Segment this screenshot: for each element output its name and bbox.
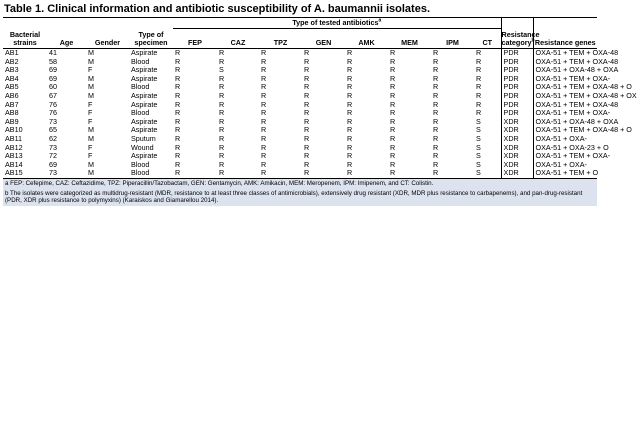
cell-antibiotic-result: R [217, 144, 259, 153]
cell-antibiotic-result: R [345, 161, 388, 170]
cell-antibiotic-result: R [345, 118, 388, 127]
header-antibiotics-group [173, 18, 501, 29]
cell-antibiotic-result: R [388, 66, 431, 75]
cell-gender: M [86, 75, 129, 84]
cell-specimen: Aspirate [129, 118, 173, 127]
cell-antibiotic-result: R [217, 135, 259, 144]
cell-specimen: Aspirate [129, 152, 173, 161]
cell-antibiotic-result: S [474, 144, 501, 153]
cell-antibiotic-result: R [302, 92, 345, 101]
cell-gender: M [86, 92, 129, 101]
cell-antibiotic-result: R [388, 126, 431, 135]
header-resistance-genes: Resistance genes [533, 18, 597, 49]
cell-antibiotic-result: R [345, 109, 388, 118]
cell-age: 69 [47, 66, 86, 75]
cell-antibiotic-result: R [173, 126, 217, 135]
cell-antibiotic-result: S [474, 152, 501, 161]
cell-resistance-genes: OXA-51 + OXA- [533, 135, 597, 144]
cell-antibiotic-result: R [388, 92, 431, 101]
cell-antibiotic-result: R [217, 152, 259, 161]
cell-antibiotic-result: R [302, 66, 345, 75]
cell-specimen: Aspirate [129, 75, 173, 84]
cell-antibiotic-result: R [388, 101, 431, 110]
cell-antibiotic-result: R [345, 83, 388, 92]
cell-resistance-genes: OXA-51 + TEM + OXA- [533, 152, 597, 161]
cell-antibiotic-result: R [474, 58, 501, 67]
cell-strain: AB6 [3, 92, 47, 101]
cell-strain: AB3 [3, 66, 47, 75]
cell-antibiotic-result: R [388, 169, 431, 178]
cell-strain: AB5 [3, 83, 47, 92]
cell-age: 62 [47, 135, 86, 144]
cell-antibiotic-result: S [474, 161, 501, 170]
header-antibiotic: MEM [388, 29, 431, 49]
header-antibiotic: IPM [431, 29, 474, 49]
cell-antibiotic-result: R [474, 49, 501, 58]
resistance-category-text: Resistance category [501, 29, 540, 48]
cell-antibiotic-result: R [259, 169, 302, 178]
cell-specimen: Sputum [129, 135, 173, 144]
cell-resistance-category: XDR [501, 169, 533, 178]
cell-antibiotic-result: R [302, 144, 345, 153]
cell-antibiotic-result: R [173, 144, 217, 153]
cell-antibiotic-result: R [173, 58, 217, 67]
cell-antibiotic-result: R [259, 101, 302, 110]
cell-antibiotic-result: R [173, 92, 217, 101]
cell-resistance-category: XDR [501, 135, 533, 144]
cell-antibiotic-result: R [173, 101, 217, 110]
cell-resistance-category: XDR [501, 126, 533, 135]
cell-antibiotic-result: R [388, 135, 431, 144]
footnote-b: b The isolates were categorized as multidrug-resistant (MDR, resistance to at least three classes of antimicrobials), extensively drug resistant (XDR, MDR plus resistance to carbapenems), and pan-drug-resistant (PDR, XDR plus resistance to polymyxins) (Karaiskos and Giamarellou 2014). [3, 189, 597, 206]
cell-strain: AB4 [3, 75, 47, 84]
cell-antibiotic-result: R [302, 49, 345, 58]
cell-strain: AB14 [3, 161, 47, 170]
header-antibiotic: AMK [345, 29, 388, 49]
group-header-sup: a [378, 18, 382, 25]
cell-antibiotic-result: R [431, 109, 474, 118]
cell-antibiotic-result: R [431, 66, 474, 75]
cell-resistance-genes: OXA-51 + TEM + OXA-48 + O [533, 126, 597, 135]
cell-antibiotic-result: R [173, 169, 217, 178]
cell-resistance-category: PDR [501, 92, 533, 101]
cell-specimen: Aspirate [129, 92, 173, 101]
cell-antibiotic-result: R [259, 92, 302, 101]
cell-antibiotic-result: R [173, 135, 217, 144]
cell-strain: AB7 [3, 101, 47, 110]
cell-antibiotic-result: R [474, 92, 501, 101]
cell-resistance-genes: OXA-51 + TEM + OXA-48 + OX [533, 92, 597, 101]
cell-gender: F [86, 66, 129, 75]
cell-resistance-genes: OXA-51 + TEM + OXA-48 [533, 58, 597, 67]
cell-antibiotic-result: R [217, 161, 259, 170]
cell-specimen: Blood [129, 83, 173, 92]
cell-antibiotic-result: R [431, 49, 474, 58]
cell-antibiotic-result: R [431, 169, 474, 178]
cell-resistance-genes: OXA-51 + OXA-48 + OXA [533, 66, 597, 75]
cell-resistance-genes: OXA-51 + TEM + OXA-48 + O [533, 83, 597, 92]
cell-age: 73 [47, 118, 86, 127]
cell-antibiotic-result: R [345, 126, 388, 135]
cell-strain: AB11 [3, 135, 47, 144]
cell-strain: AB1 [3, 49, 47, 58]
cell-antibiotic-result: R [302, 75, 345, 84]
cell-resistance-category: XDR [501, 152, 533, 161]
cell-antibiotic-result: R [388, 75, 431, 84]
cell-resistance-genes: OXA-51 + TEM + O [533, 169, 597, 178]
cell-antibiotic-result: R [302, 161, 345, 170]
cell-antibiotic-result: R [259, 83, 302, 92]
cell-antibiotic-result: R [173, 49, 217, 58]
cell-antibiotic-result: R [388, 161, 431, 170]
header-gender: Gender [86, 18, 129, 49]
cell-strain: AB8 [3, 109, 47, 118]
cell-resistance-genes: OXA-51 + OXA-48 + OXA [533, 118, 597, 127]
cell-gender: F [86, 144, 129, 153]
cell-resistance-category: PDR [501, 101, 533, 110]
cell-resistance-genes: OXA-51 + TEM + OXA-48 [533, 101, 597, 110]
cell-antibiotic-result: R [302, 58, 345, 67]
cell-gender: M [86, 49, 129, 58]
cell-age: 69 [47, 161, 86, 170]
cell-antibiotic-result: R [302, 169, 345, 178]
group-header-text: Type of tested antibiotics [292, 18, 379, 28]
cell-antibiotic-result: R [259, 135, 302, 144]
cell-antibiotic-result: R [431, 118, 474, 127]
cell-antibiotic-result: R [431, 161, 474, 170]
cell-antibiotic-result: R [345, 58, 388, 67]
cell-specimen: Aspirate [129, 126, 173, 135]
header-antibiotic: TPZ [259, 29, 302, 49]
cell-resistance-genes: OXA-51 + TEM + OXA- [533, 109, 597, 118]
cell-gender: F [86, 118, 129, 127]
cell-antibiotic-result: R [173, 152, 217, 161]
header-resistance-category [501, 18, 540, 49]
cell-antibiotic-result: R [259, 49, 302, 58]
antibiotic-susceptibility-table [3, 17, 637, 206]
cell-gender: M [86, 126, 129, 135]
cell-antibiotic-result: R [474, 101, 501, 110]
cell-resistance-genes: OXA-51 + TEM + OXA-48 [533, 49, 597, 58]
header-strain: Bacterial strains [3, 18, 47, 49]
cell-strain: AB15 [3, 169, 47, 178]
table-row [3, 169, 597, 178]
cell-antibiotic-result: R [431, 83, 474, 92]
cell-antibiotic-result: R [217, 75, 259, 84]
cell-antibiotic-result: S [474, 126, 501, 135]
cell-gender: M [86, 135, 129, 144]
cell-specimen: Aspirate [129, 49, 173, 58]
cell-antibiotic-result: R [217, 58, 259, 67]
cell-antibiotic-result: R [259, 144, 302, 153]
cell-antibiotic-result: S [474, 118, 501, 127]
cell-antibiotic-result: R [173, 83, 217, 92]
cell-antibiotic-result: R [388, 144, 431, 153]
cell-antibiotic-result: R [259, 66, 302, 75]
cell-age: 58 [47, 58, 86, 67]
cell-antibiotic-result: R [431, 144, 474, 153]
header-age: Age [47, 18, 86, 49]
cell-specimen: Aspirate [129, 66, 173, 75]
cell-specimen: Blood [129, 161, 173, 170]
cell-age: 76 [47, 101, 86, 110]
cell-specimen: Blood [129, 169, 173, 178]
cell-specimen: Aspirate [129, 101, 173, 110]
cell-antibiotic-result: R [474, 83, 501, 92]
cell-antibiotic-result: R [388, 83, 431, 92]
cell-antibiotic-result: R [345, 66, 388, 75]
cell-resistance-category: PDR [501, 109, 533, 118]
cell-antibiotic-result: R [431, 152, 474, 161]
cell-antibiotic-result: R [217, 109, 259, 118]
header-specimen: Type of specimen [129, 18, 173, 49]
cell-antibiotic-result: R [345, 75, 388, 84]
cell-antibiotic-result: R [217, 49, 259, 58]
cell-antibiotic-result: R [173, 109, 217, 118]
cell-antibiotic-result: R [345, 169, 388, 178]
cell-resistance-category: PDR [501, 66, 533, 75]
cell-antibiotic-result: S [474, 169, 501, 178]
footnote-a: a FEP: Cefepime, CAZ: Ceftazidime, TPZ: Piperacillin/Tazobactam, GEN: Gentamycin, AMK: Amikacin, MEM: Meropenem, IPM: Imipenem, and CT: Colistin. [3, 178, 597, 188]
cell-antibiotic-result: R [173, 161, 217, 170]
cell-antibiotic-result: R [302, 152, 345, 161]
cell-resistance-category: XDR [501, 161, 533, 170]
cell-gender: F [86, 152, 129, 161]
cell-antibiotic-result: R [173, 118, 217, 127]
cell-antibiotic-result: R [259, 75, 302, 84]
cell-antibiotic-result: R [173, 66, 217, 75]
cell-antibiotic-result: R [431, 135, 474, 144]
cell-age: 67 [47, 92, 86, 101]
header-antibiotic: CT [474, 29, 501, 49]
cell-antibiotic-result: R [302, 135, 345, 144]
cell-antibiotic-result: S [217, 66, 259, 75]
cell-resistance-category: PDR [501, 49, 533, 58]
cell-age: 41 [47, 49, 86, 58]
cell-antibiotic-result: R [431, 126, 474, 135]
cell-gender: M [86, 169, 129, 178]
cell-antibiotic-result: R [217, 83, 259, 92]
cell-age: 73 [47, 144, 86, 153]
cell-strain: AB2 [3, 58, 47, 67]
cell-antibiotic-result: R [302, 101, 345, 110]
cell-antibiotic-result: R [259, 152, 302, 161]
cell-resistance-category: XDR [501, 118, 533, 127]
cell-strain: AB10 [3, 126, 47, 135]
cell-antibiotic-result: R [259, 161, 302, 170]
cell-antibiotic-result: R [431, 58, 474, 67]
cell-antibiotic-result: R [302, 109, 345, 118]
header-antibiotic: FEP [173, 29, 217, 49]
cell-antibiotic-result: R [431, 92, 474, 101]
cell-antibiotic-result: R [345, 92, 388, 101]
cell-specimen: Blood [129, 109, 173, 118]
cell-antibiotic-result: R [259, 126, 302, 135]
cell-antibiotic-result: R [259, 109, 302, 118]
cell-gender: M [86, 83, 129, 92]
cell-specimen: Wound [129, 144, 173, 153]
cell-age: 73 [47, 169, 86, 178]
cell-antibiotic-result: R [217, 92, 259, 101]
cell-antibiotic-result: R [431, 75, 474, 84]
cell-resistance-genes: OXA-51 + OXA- [533, 161, 597, 170]
cell-antibiotic-result: R [388, 49, 431, 58]
cell-antibiotic-result: R [474, 109, 501, 118]
cell-antibiotic-result: R [388, 152, 431, 161]
cell-gender: F [86, 109, 129, 118]
cell-resistance-category: PDR [501, 83, 533, 92]
header-antibiotic: CAZ [217, 29, 259, 49]
cell-strain: AB13 [3, 152, 47, 161]
cell-antibiotic-result: R [217, 126, 259, 135]
cell-antibiotic-result: R [345, 135, 388, 144]
cell-antibiotic-result: R [388, 118, 431, 127]
cell-antibiotic-result: R [474, 75, 501, 84]
cell-antibiotic-result: R [217, 118, 259, 127]
cell-antibiotic-result: R [173, 75, 217, 84]
cell-age: 60 [47, 83, 86, 92]
cell-antibiotic-result: R [259, 58, 302, 67]
cell-antibiotic-result: R [302, 118, 345, 127]
cell-antibiotic-result: R [388, 58, 431, 67]
cell-antibiotic-result: S [474, 135, 501, 144]
resistance-category-sup: b [531, 38, 535, 45]
cell-antibiotic-result: R [217, 101, 259, 110]
cell-antibiotic-result: R [302, 83, 345, 92]
cell-resistance-category: PDR [501, 58, 533, 67]
cell-gender: F [86, 101, 129, 110]
cell-antibiotic-result: R [345, 144, 388, 153]
cell-age: 72 [47, 152, 86, 161]
cell-gender: M [86, 58, 129, 67]
cell-strain: AB12 [3, 144, 47, 153]
cell-antibiotic-result: R [474, 66, 501, 75]
cell-resistance-category: XDR [501, 144, 533, 153]
cell-antibiotic-result: R [302, 126, 345, 135]
header-antibiotic: GEN [302, 29, 345, 49]
table-title: Table 1. Clinical information and antibiotic susceptibility of A. baumannii isolates. [4, 3, 431, 15]
cell-antibiotic-result: R [259, 118, 302, 127]
cell-antibiotic-result: R [388, 109, 431, 118]
cell-strain: AB9 [3, 118, 47, 127]
cell-age: 65 [47, 126, 86, 135]
cell-age: 76 [47, 109, 86, 118]
cell-antibiotic-result: R [217, 169, 259, 178]
cell-resistance-genes: OXA-51 + OXA-23 + O [533, 144, 597, 153]
cell-specimen: Blood [129, 58, 173, 67]
cell-resistance-genes: OXA-51 + TEM + OXA- [533, 75, 597, 84]
cell-antibiotic-result: R [431, 101, 474, 110]
cell-antibiotic-result: R [345, 101, 388, 110]
cell-resistance-category: PDR [501, 75, 533, 84]
cell-antibiotic-result: R [345, 49, 388, 58]
cell-gender: M [86, 161, 129, 170]
cell-antibiotic-result: R [345, 152, 388, 161]
cell-age: 69 [47, 75, 86, 84]
